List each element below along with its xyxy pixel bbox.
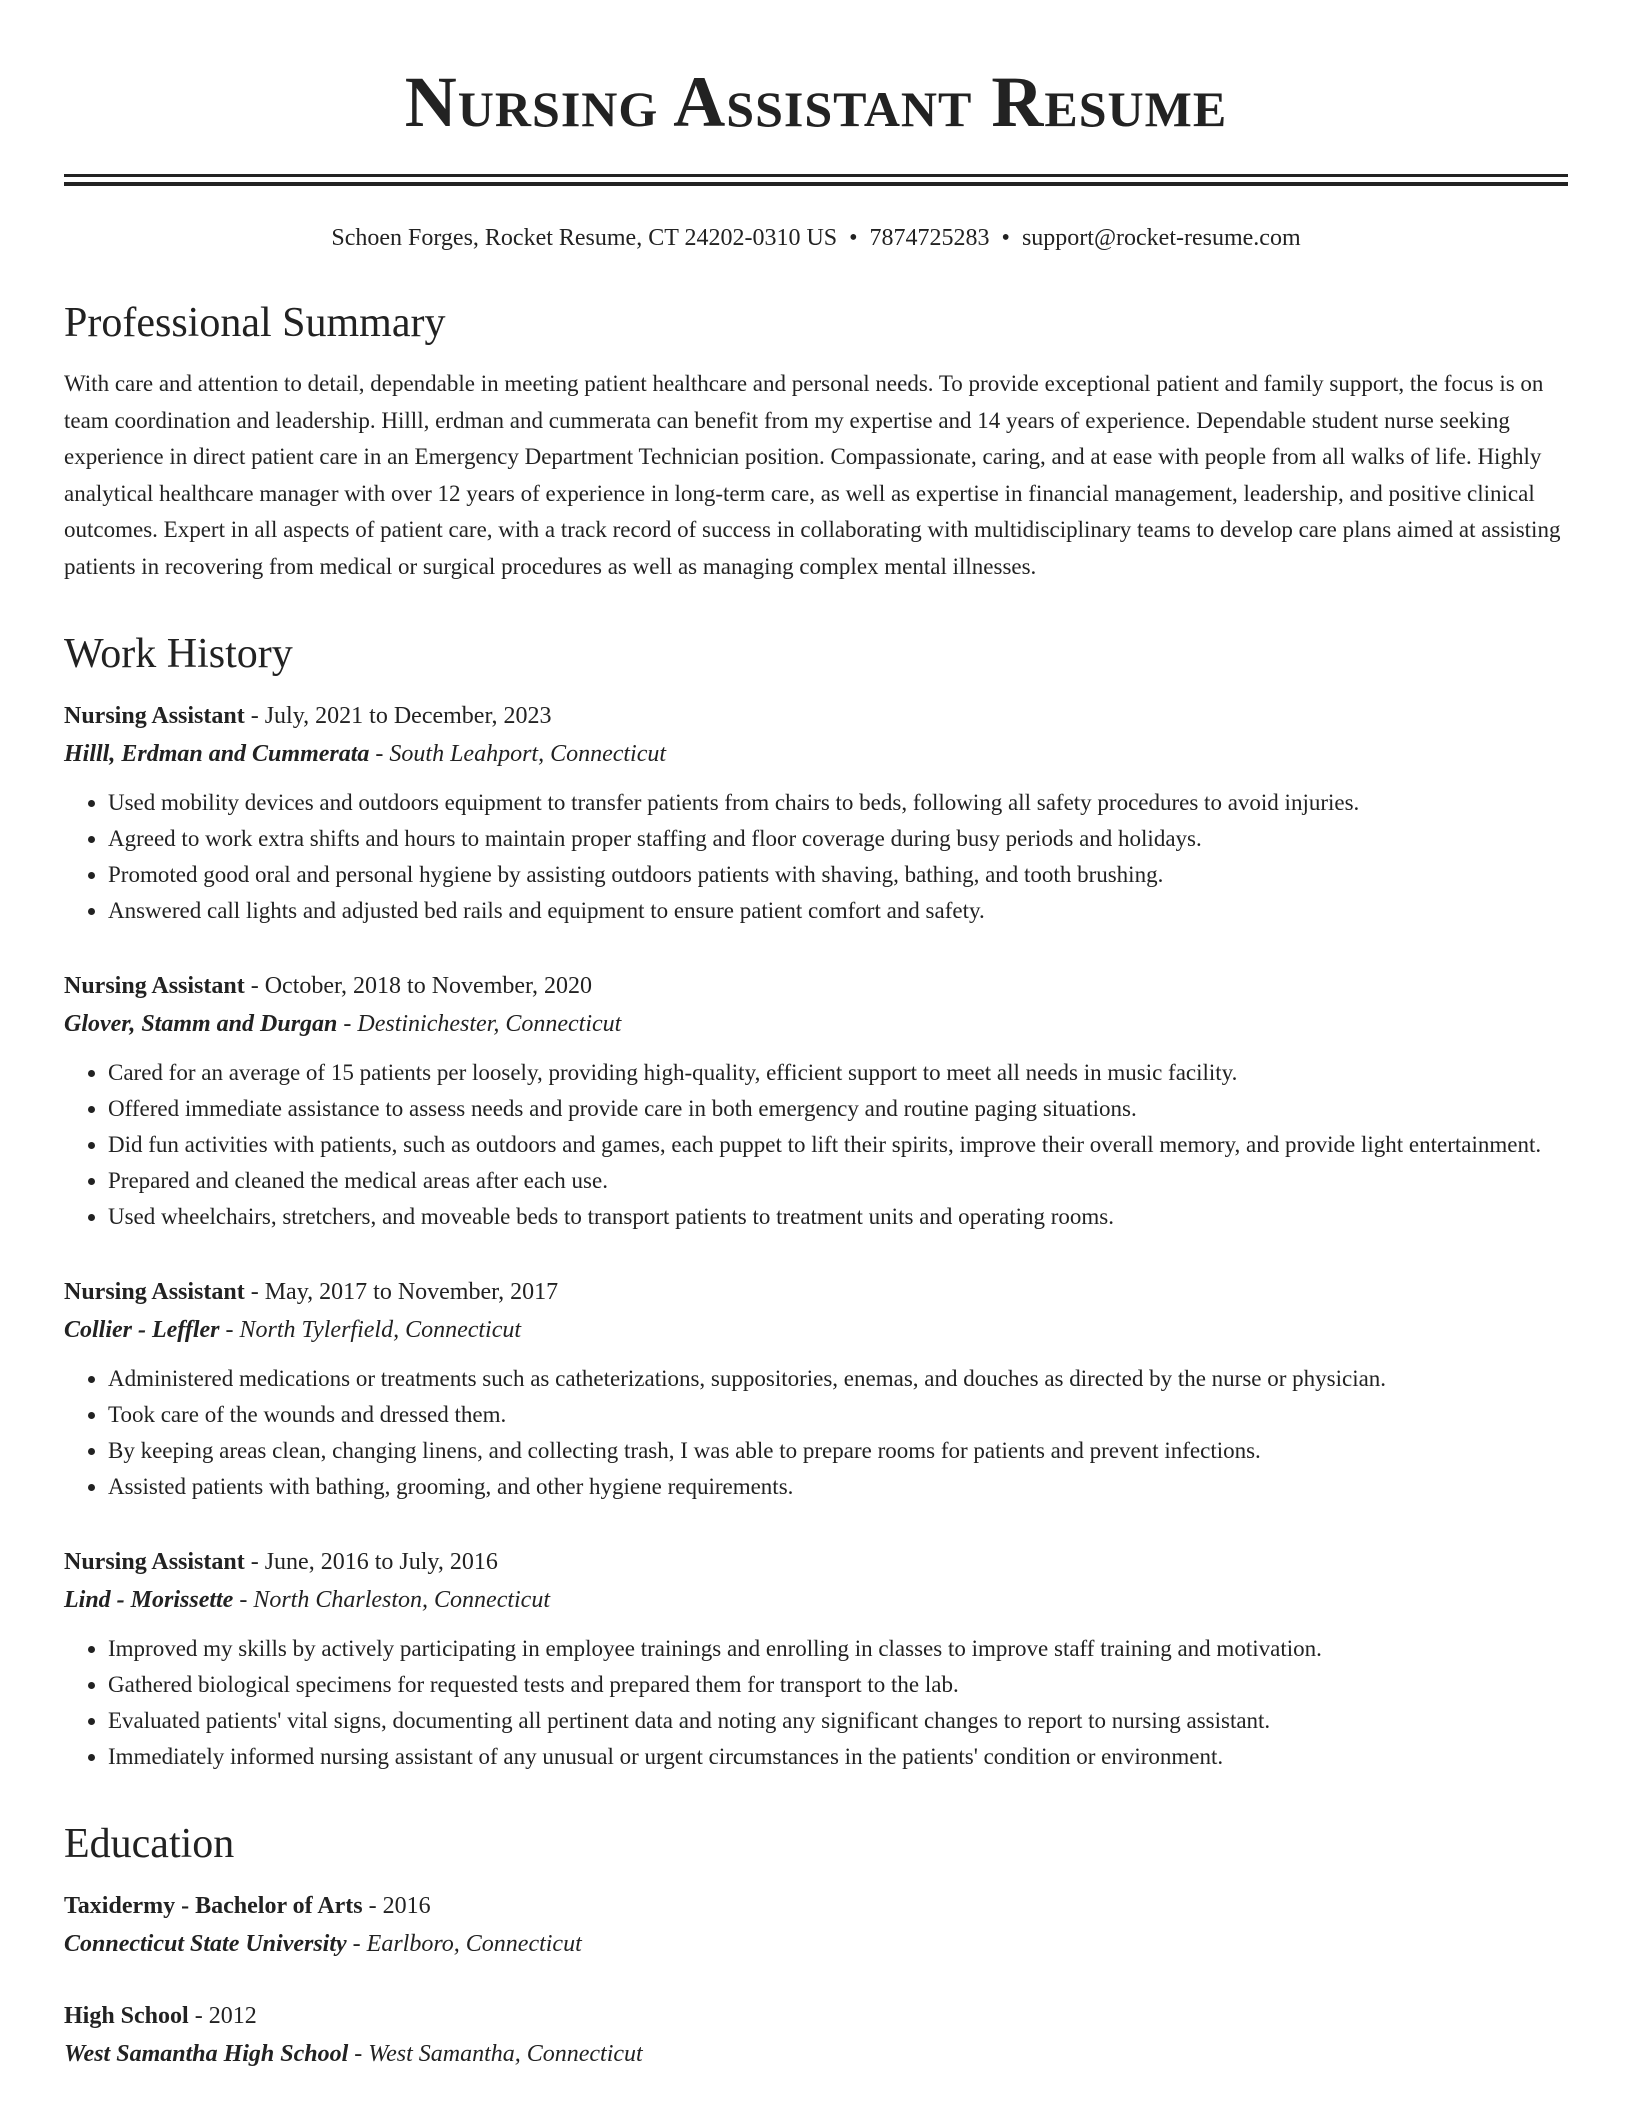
job-bullet: • By keeping areas clean, changing linens, and collecting trash, I was able to prepare rooms for patients and prevent infections. <box>108 1433 1568 1469</box>
job-dates: - October, 2018 to November, 2020 <box>244 973 593 999</box>
education-location: - West Samantha, Connecticut <box>348 2041 643 2067</box>
job-bullet: • Evaluated patients' vital signs, documenting all pertinent data and noting any significant changes to report to nursing assistant. <box>108 1703 1568 1739</box>
education-year: - 2016 <box>362 1893 431 1919</box>
job-bullet: • Answered call lights and adjusted bed rails and equipment to ensure patient comfort and safety. <box>108 893 1568 929</box>
education-school: West Samantha High School <box>64 2041 349 2067</box>
job-role: Nursing Assistant <box>64 1279 245 1305</box>
job-location: - South Leahport, Connecticut <box>369 741 667 767</box>
job-company-line <box>64 1005 1568 1043</box>
job-entry <box>64 1543 1568 1775</box>
job-role-line <box>64 967 1568 1005</box>
job-bullet: • Administered medications or treatments such as catheterizations, suppositories, enemas, and douches as directed by the nurse or physician. <box>108 1361 1568 1397</box>
job-bullets <box>64 1361 1568 1505</box>
job-company: Collier - Leffler <box>64 1317 220 1343</box>
job-role-line <box>64 697 1568 735</box>
title-double-rule <box>64 174 1568 186</box>
job-role-line <box>64 1543 1568 1581</box>
contact-email[interactable]: support@rocket-resume.com <box>1021 225 1301 251</box>
job-bullet: • Assisted patients with bathing, grooming, and other hygiene requirements. <box>108 1469 1568 1505</box>
job-bullets <box>64 1631 1568 1775</box>
job-dates: - May, 2017 to November, 2017 <box>244 1279 559 1305</box>
work-history-heading: Work History <box>64 631 293 677</box>
education-school-line <box>64 2035 1568 2073</box>
contact-separator: • <box>849 225 858 251</box>
job-role: Nursing Assistant <box>64 1549 245 1575</box>
job-bullets <box>64 785 1568 929</box>
contact-line <box>64 222 1568 254</box>
job-bullet: • Agreed to work extra shifts and hours to maintain proper staffing and floor coverage during busy periods and holidays. <box>108 821 1568 857</box>
education-degree-line <box>64 1887 1568 1925</box>
education-school: Connecticut State University <box>64 1931 347 1957</box>
education-entry <box>64 1887 1568 1963</box>
summary-heading: Professional Summary <box>64 300 446 346</box>
education-entry <box>64 1997 1568 2073</box>
job-bullet: • Used mobility devices and outdoors equipment to transfer patients from chairs to beds, following all safety procedures to avoid injuries. <box>108 785 1568 821</box>
education-degree: High School <box>64 2003 189 2029</box>
job-bullet: • Immediately informed nursing assistant of any unusual or urgent circumstances in the patients' condition or environment. <box>108 1739 1568 1775</box>
job-company: Glover, Stamm and Durgan <box>64 1011 338 1037</box>
education-school-line <box>64 1925 1568 1963</box>
job-bullet: • Improved my skills by actively participating in employee trainings and enrolling in classes to improve staff training and motivation. <box>108 1631 1568 1667</box>
job-bullet: • Prepared and cleaned the medical areas after each use. <box>108 1163 1568 1199</box>
job-dates: - June, 2016 to July, 2016 <box>244 1549 498 1575</box>
job-company-line <box>64 1311 1568 1349</box>
education-year: - 2012 <box>188 2003 257 2029</box>
job-bullet: • Offered immediate assistance to assess needs and provide care in both emergency and routine paging situations. <box>108 1091 1568 1127</box>
job-company: Lind - Morissette <box>64 1587 234 1613</box>
job-dates: - July, 2021 to December, 2023 <box>244 703 552 729</box>
work-history-section <box>64 629 1568 1775</box>
job-bullet: • Took care of the wounds and dressed them. <box>108 1397 1568 1433</box>
summary-text: With care and attention to detail, dependable in meeting patient healthcare and personal needs. To provide exceptional patient and family support, the focus is on team coordination and leadership. Hilll, erdman and cummerata can benefit from my expertise and 14 years of experience. Dependable student nurse seeking experience in direct patient care in an Emergency Department Technician position. Compassionate, caring, and at ease with people from all walks of life. Highly analytical healthcare manager with over 12 years of experience in long-term care, as well as expertise in financial management, leadership, and positive clinical outcomes. Expert in all aspects of patient care, with a track record of success in collaborating with multidisciplinary teams to develop care plans aimed at assisting patients in recovering from medical or surgical procedures as well as managing complex mental illnesses. <box>64 371 1561 579</box>
resume-title: Nursing Assistant Resume <box>404 62 1228 142</box>
job-bullet: • Cared for an average of 15 patients per loosely, providing high-quality, efficient support to meet all needs in music facility. <box>108 1055 1568 1091</box>
education-heading: Education <box>64 1821 235 1867</box>
job-bullets <box>64 1055 1568 1235</box>
job-bullet: • Promoted good oral and personal hygiene by assisting outdoors patients with shaving, bathing, and tooth brushing. <box>108 857 1568 893</box>
job-entry <box>64 967 1568 1235</box>
job-location: - Destinichester, Connecticut <box>337 1011 622 1037</box>
education-degree: Taxidermy - Bachelor of Arts <box>64 1893 363 1919</box>
education-section <box>64 1819 1568 2073</box>
job-entry <box>64 697 1568 929</box>
contact-separator: • <box>1001 225 1010 251</box>
job-role: Nursing Assistant <box>64 973 245 999</box>
job-bullet: • Did fun activities with patients, such as outdoors and games, each puppet to lift their spirits, improve their overall memory, and provide light entertainment. <box>108 1127 1568 1163</box>
contact-address: Schoen Forges, Rocket Resume, CT 24202-0310 US <box>331 225 838 251</box>
education-location: - Earlboro, Connecticut <box>346 1931 582 1957</box>
contact-phone[interactable]: 7874725283 <box>869 225 990 251</box>
job-entry <box>64 1273 1568 1505</box>
education-degree-line <box>64 1997 1568 2035</box>
job-bullet: • Used wheelchairs, stretchers, and moveable beds to transport patients to treatment units and operating rooms. <box>108 1199 1568 1235</box>
job-company-line <box>64 1581 1568 1619</box>
job-location: - North Charleston, Connecticut <box>233 1587 550 1613</box>
job-company-line <box>64 735 1568 773</box>
job-company: Hilll, Erdman and Cummerata <box>64 741 370 767</box>
job-bullet: • Gathered biological specimens for requested tests and prepared them for transport to the lab. <box>108 1667 1568 1703</box>
summary-section <box>64 298 1568 585</box>
job-role-line <box>64 1273 1568 1311</box>
job-role: Nursing Assistant <box>64 703 245 729</box>
job-location: - North Tylerfield, Connecticut <box>219 1317 522 1343</box>
